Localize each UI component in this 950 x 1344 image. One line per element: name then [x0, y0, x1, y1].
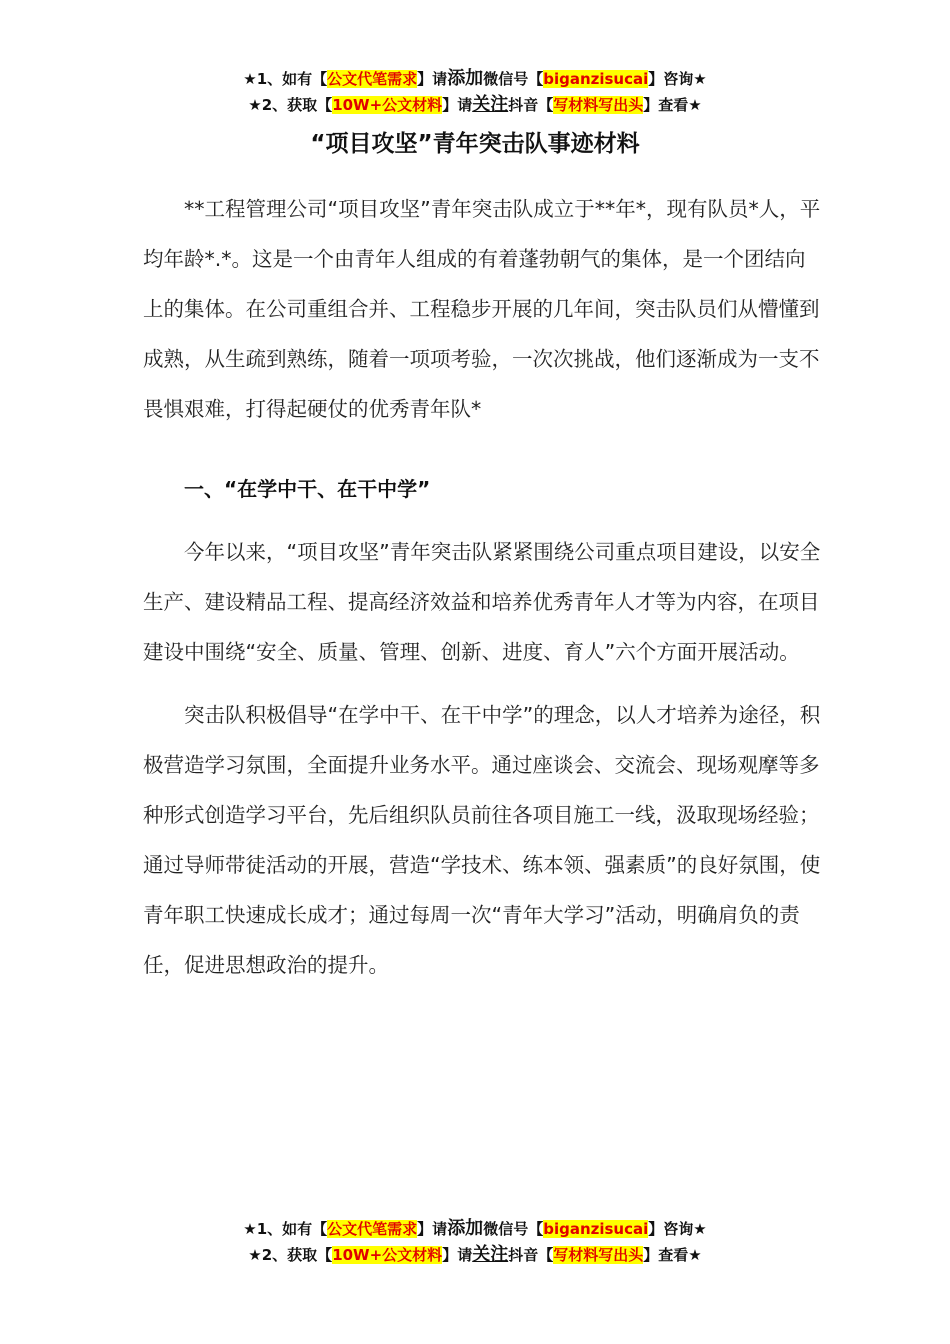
banner-text: ★2、获取【 [248, 1246, 333, 1264]
banner-emphasis: 关注 [472, 1244, 509, 1265]
paragraph-3: 突击队积极倡导“在学中干、在干中学”的理念，以人才培养为途径，积极营造学习氛围，全面提升业务水平。通过座谈会、交流会、现场观摩等多种形式创造学习平台，先后组织队员前往各项目施工一线，汲取现场经验；通过导师带徒活动的开展，营造“学技术、练本领、强素质”的良好氛围，使青年职工快速成长成才；通过每周一次“青年大学习”活动，明确肩负的责任，促进思想政治的提升。 [143, 703, 821, 977]
banner-text: 】请 [442, 1246, 473, 1264]
document-body [143, 184, 823, 990]
banner-highlight: biganzisucai [543, 1220, 649, 1238]
banner-line-1 [0, 1216, 950, 1242]
banner-emphasis: 关注 [472, 94, 509, 115]
banner-emphasis: 添加 [447, 1218, 484, 1239]
banner-text: 抖音【 [508, 96, 554, 114]
document-title: “项目攻坚”青年突击队事迹材料 [310, 131, 640, 157]
banner-highlight: 公文代笔需求 [327, 70, 418, 88]
banner-text: 】咨询★ [648, 70, 707, 88]
banner-text: 】咨询★ [648, 1220, 707, 1238]
banner-line-2 [0, 1242, 950, 1268]
banner-text: 微信号【 [483, 1220, 544, 1238]
banner-highlight: 写材料写出头 [553, 96, 644, 114]
banner-text: 】请 [417, 70, 448, 88]
header-banner [0, 66, 950, 118]
banner-highlight: 写材料写出头 [553, 1246, 644, 1264]
banner-highlight: 10W+公文材料 [332, 1246, 443, 1264]
banner-text: ★2、获取【 [248, 96, 333, 114]
footer-banner [0, 1216, 950, 1268]
banner-highlight: 10W+公文材料 [332, 96, 443, 114]
section-heading-1: 一、“在学中干、在干中学” [184, 477, 431, 501]
banner-text: 】请 [442, 96, 473, 114]
banner-highlight: 公文代笔需求 [327, 1220, 418, 1238]
banner-text: 抖音【 [508, 1246, 554, 1264]
banner-text: 】请 [417, 1220, 448, 1238]
banner-text: ★1、如有【 [243, 70, 328, 88]
banner-highlight: biganzisucai [543, 70, 649, 88]
banner-line-1 [0, 66, 950, 92]
banner-text: ★1、如有【 [243, 1220, 328, 1238]
paragraph-2: 今年以来，“项目攻坚”青年突击队紧紧围绕公司重点项目建设，以安全生产、建设精品工程、提高经济效益和培养优秀青年人才等为内容，在项目建设中围绕“安全、质量、管理、创新、进度、育人”六个方面开展活动。 [143, 540, 821, 664]
paragraph-1: **工程管理公司“项目攻坚”青年突击队成立于**年*，现有队员*人，平均年龄*.*。这是一个由青年人组成的有着蓬勃朝气的集体，是一个团结向上的集体。在公司重组合并、工程稳步开展的几年间，突击队员们从懵懂到成熟，从生疏到熟练，随着一项项考验，一次次挑战，他们逐渐成为一支不畏惧艰难，打得起硬仗的优秀青年队* [143, 197, 821, 421]
banner-emphasis: 添加 [447, 68, 484, 89]
banner-text: 】查看★ [643, 1246, 702, 1264]
banner-text: 】查看★ [643, 96, 702, 114]
banner-line-2 [0, 92, 950, 118]
banner-text: 微信号【 [483, 70, 544, 88]
